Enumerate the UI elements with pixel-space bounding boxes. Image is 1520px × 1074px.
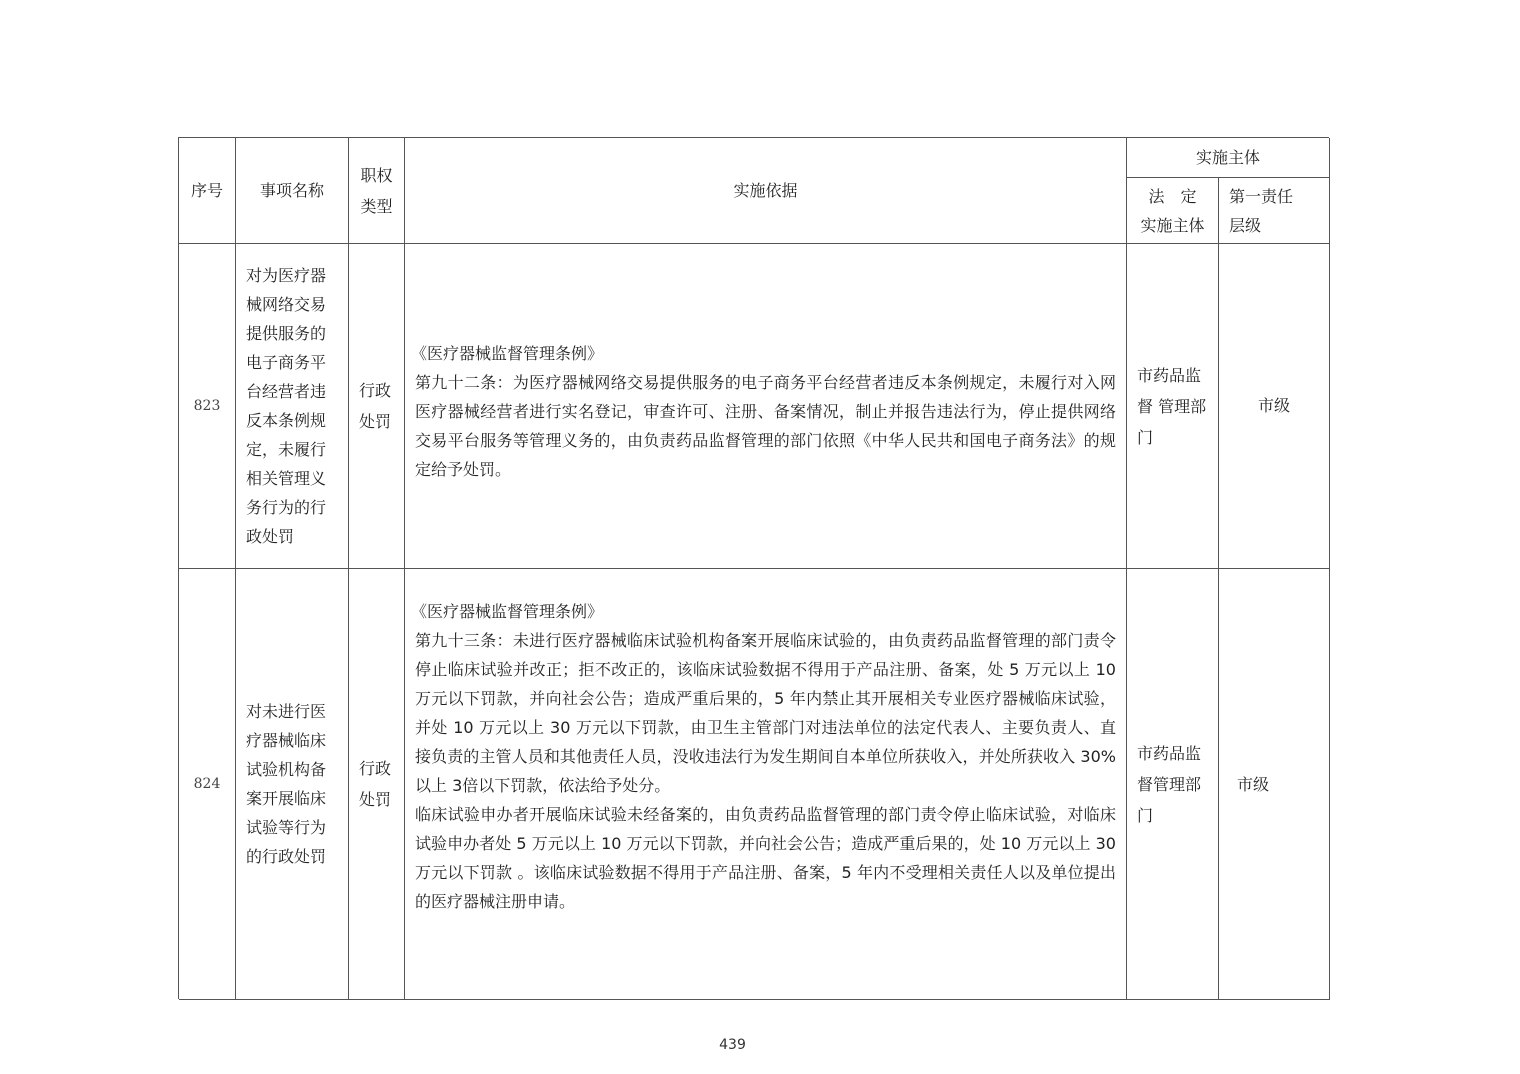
row-level-text: 市级 (1257, 395, 1290, 415)
row-item-name: 对未进行医疗器械临床试验机构备案开展临床试验等行为的行政处罚 (246, 702, 327, 866)
row-basis-paragraph: 第九十二条：为医疗器械网络交易提供服务的电子商务平台经营者违反本条例规定，未履行对入网医疗器械经营者进行实名登记，审查许可、注册、备案情况，制止并报告违法行为，停止提供网络交易平台服务等管理义务的，由负责药品监督管理的部门依照《中华人民共和国电子商务法》的规定给予处罚。 (415, 373, 1116, 479)
row-823-legal-subject (1127, 244, 1219, 569)
row-law-title: 《医疗器械监督管理条例》 (411, 602, 604, 621)
header-legal-subject (1127, 178, 1219, 244)
header-type (349, 138, 405, 244)
item-table (178, 137, 1329, 999)
row-823-basis (405, 244, 1127, 569)
row-level-text: 市级 (1237, 774, 1270, 794)
row-type-line2: 处罚 (359, 790, 392, 809)
row-824-legal-subject (1127, 569, 1219, 1000)
row-type-line2: 处罚 (359, 412, 392, 431)
header-name-label: 事项名称 (259, 181, 324, 200)
row-824-basis (405, 569, 1127, 1000)
row-seq-number: 824 (193, 775, 221, 792)
row-legal-subject-text: 市药品监督 管理部门 (1137, 365, 1207, 447)
header-seq-label: 序号 (190, 181, 223, 200)
row-823-seq (179, 244, 236, 569)
row-823-type (349, 244, 405, 569)
header-seq (179, 138, 236, 244)
row-823-name (236, 244, 349, 569)
row-823-level (1219, 244, 1330, 569)
header-basis (405, 138, 1127, 244)
row-824-level (1219, 569, 1330, 1000)
row-type-line1: 行政 (359, 759, 392, 778)
row-type-line1: 行政 (359, 381, 392, 400)
header-level (1219, 178, 1330, 244)
header-legal-label-line1: 法 定 (1148, 186, 1197, 206)
row-law-title: 《医疗器械监督管理条例》 (411, 344, 604, 363)
row-legal-subject-text: 市药品监督管理部门 (1137, 743, 1202, 825)
header-type-label-line2: 类型 (360, 196, 393, 216)
row-item-name: 对为医疗器械网络交易提供服务的电子商务平台经营者违反本条例规定，未履行相关管理义务行为的行政处罚 (246, 266, 327, 546)
header-subject-label: 实施主体 (1195, 148, 1260, 167)
header-basis-label: 实施依据 (733, 181, 798, 200)
row-seq-number: 823 (193, 397, 221, 414)
row-824-name (236, 569, 349, 1000)
header-level-label-line1: 第一责任 (1229, 186, 1294, 206)
header-type-label-line1: 职权 (360, 165, 393, 185)
row-basis-paragraph: 临床试验申办者开展临床试验未经备案的，由负责药品监督管理的部门责令停止临床试验，对临床试验申办者处 5 万元以上 10 万元以下罚款，并向社会公告；造成严重后果的，处 10 万元以上 30 万元以下罚款 。该临床试验数据不得用于产品注册、备案，5 年内不受理相关责任人以及单位提出的医疗器械注册申请。 (415, 805, 1116, 911)
header-name (236, 138, 349, 244)
row-824-type (349, 569, 405, 1000)
row-824-seq (179, 569, 236, 1000)
header-level-label-line2: 层级 (1229, 215, 1262, 235)
page-number: 439 (719, 1037, 746, 1053)
header-legal-label-line2: 实施主体 (1140, 215, 1205, 235)
row-basis-paragraph: 第九十三条：未进行医疗器械临床试验机构备案开展临床试验的，由负责药品监督管理的部门责令停止临床试验并改正；拒不改正的，该临床试验数据不得用于产品注册、备案，处 5 万元以上 10 万元以下罚款，并向社会公告；造成严重后果的，5 年内禁止其开展相关专业医疗器械临床试验，并处 10 万元以上 30 万元以下罚款，由卫生主管部门对违法单位的法定代表人、主要负责人、直接负责的主管人员和其他责任人员，没收违法行为发生期间自本单位所获收入，并处所获收入 30% 以上 3倍以下罚款，依法给予处分。 (415, 631, 1116, 795)
header-subject (1127, 138, 1330, 178)
